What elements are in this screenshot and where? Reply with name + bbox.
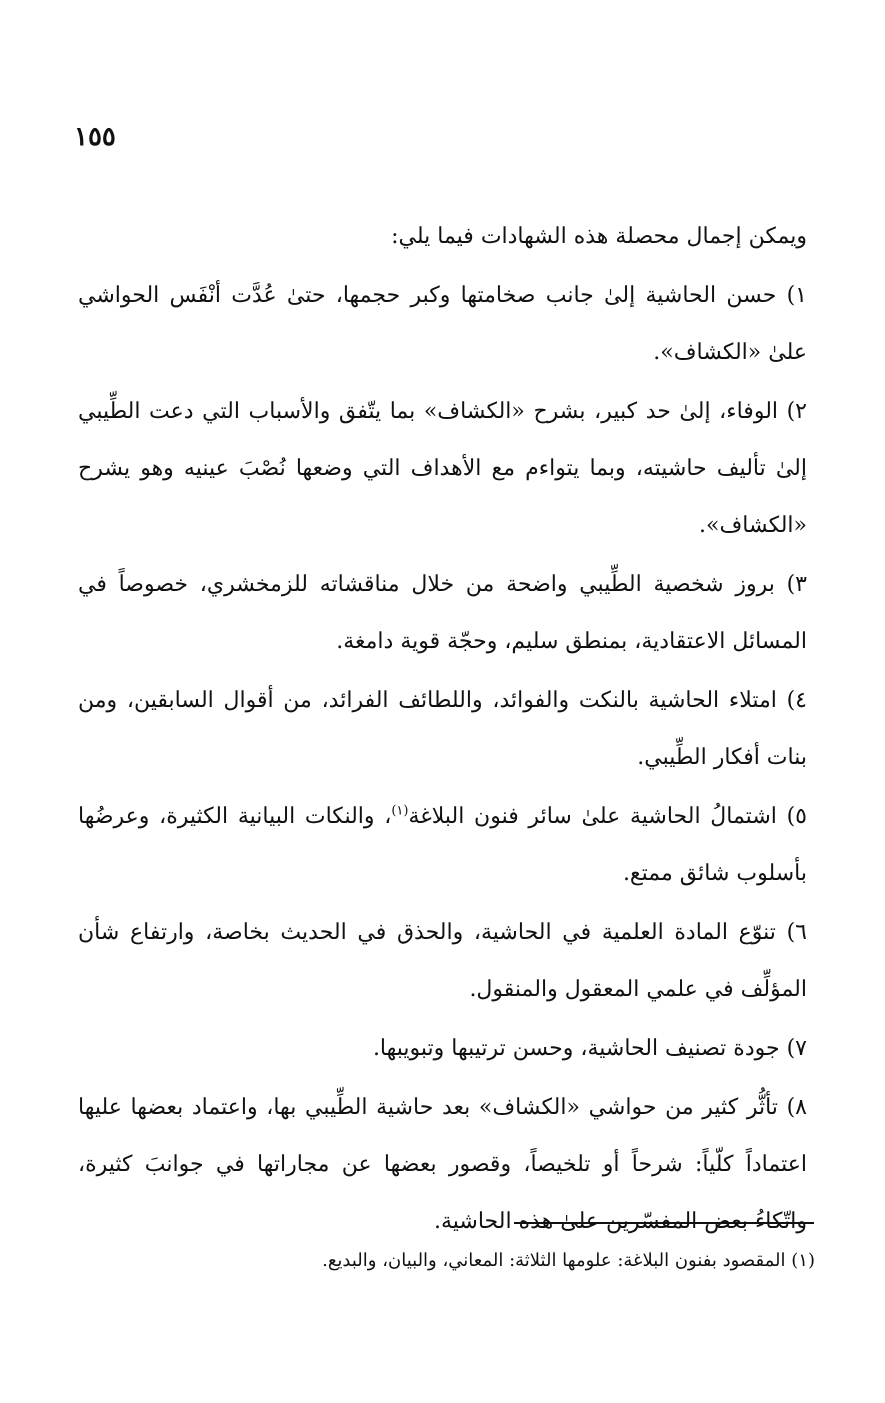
list-item-8: ٨) تأثُّر كثير من حواشي «الكشاف» بعد حاشية الطِّيبي بها، واعتماد بعضها عليها اعتماداً كلّياً: شرحاً أو تلخيصاً، وقصور بعضها عن مجاراتها في جوانبَ كثيرة، واتّكاءُ بعض المفسّرين علىٰ هذه الحاشية. (78, 1095, 807, 1234)
footnote: (١) المقصود بفنون البلاغة: علومها الثلاثة: المعاني، والبيان، والبديع. (322, 1250, 815, 1271)
list-item-1: ١) حسن الحاشية إلىٰ جانب صخامتها وكبر حجمها، حتىٰ عُدَّت أنْفَس الحواشي علىٰ «الكشاف». (78, 283, 807, 365)
footnote-separator (514, 1222, 814, 1224)
list-item-6: ٦) تنوّع المادة العلمية في الحاشية، والحذق في الحديث بخاصة، وارتفاع شأن المؤلِّف في علمي المعقول والمنقول. (78, 920, 807, 1002)
list-item-5-text-end: ، والنكات البيانية الكثيرة، وعرضُها بأسلوب شائق ممتع. (78, 804, 807, 886)
list-item-4: ٤) امتلاء الحاشية بالنكت والفوائد، واللطائف الفرائد، من أقوال السابقين، ومن بنات أفكار الطِّيبي. (78, 688, 807, 770)
list-item-7: ٧) جودة تصنيف الحاشية، وحسن ترتيبها وتبويبها. (372, 1036, 807, 1061)
list-item-2: ٢) الوفاء، إلىٰ حد كبير، بشرح «الكشاف» بما يتّفق والأسباب التي دعت الطِّيبي إلىٰ تأليف حاشيته، وبما يتواءم مع الأهداف التي وضعها نُصْبَ عينيه وهو يشرح «الكشاف». (78, 399, 807, 538)
list-item-5 (78, 788, 807, 902)
page-number: ١٥٥ (74, 122, 116, 152)
list-item-5-text-start: ٥) اشتمالُ الحاشية علىٰ سائر فنون البلاغة (408, 804, 807, 829)
list-item-3: ٣) بروز شخصية الطِّيبي واضحة من خلال مناقشاته للزمخشري، خصوصاً في المسائل الاعتقادية، بمنطق سليم، وحجّة قوية دامغة. (78, 572, 807, 654)
main-text (78, 208, 807, 1250)
footnote-reference[interactable]: (١) (391, 803, 409, 819)
intro-paragraph: ويمكن إجمال محصلة هذه الشهادات فيما يلي: (391, 224, 807, 249)
